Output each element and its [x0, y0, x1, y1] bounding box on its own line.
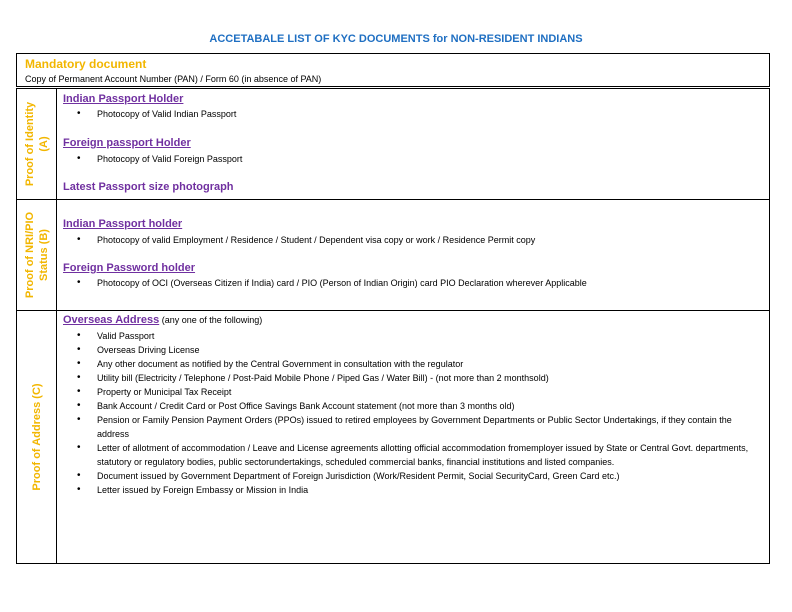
status-label-line1: Proof of NRI/PIO [23, 211, 36, 299]
address-label: Proof of Address (C) [30, 383, 43, 491]
address-heading: Overseas Address [63, 314, 160, 326]
mandatory-text: Copy of Permanent Account Number (PAN) / Form 60 (in absence of PAN) [25, 74, 322, 84]
list-item: • Bank Account / Credit Card or Post Office Savings Bank Account statement (not more than 3 months old) [63, 399, 763, 413]
address-heading-note: (any one of the following) [159, 315, 263, 325]
list-item: • Valid Passport [63, 329, 763, 343]
list-item: • Photocopy of Valid Indian Passport [63, 107, 763, 121]
status-label-cell [17, 200, 57, 310]
identity-row [17, 89, 769, 200]
list-item: • Property or Municipal Tax Receipt [63, 385, 763, 399]
status-label-line2: Status (B) [37, 229, 50, 281]
list-item: • Letter issued by Foreign Embassy or Mission in India [63, 483, 763, 497]
status-foreign-heading: Foreign Password holder [63, 262, 196, 274]
status-label [23, 212, 51, 298]
status-row [17, 200, 769, 311]
list-item: • Photocopy of Valid Foreign Passport [63, 152, 763, 166]
list-item: • Photocopy of valid Employment / Residence / Student / Dependent visa copy or work / Residence Permit copy [63, 233, 763, 247]
identity-label [23, 102, 51, 186]
status-indian-heading: Indian Passport holder [63, 218, 183, 230]
list-item: • Letter of allotment of accommodation / Leave and License agreements allotting official accommodation fromemployer issued by State or Central Govt. departments, statutory or regulatory bodies, public sectorundertakings, scheduled commercial banks, financial institutions and listed companies. [63, 441, 763, 469]
mandatory-heading: Mandatory document [25, 57, 147, 71]
status-foreign-list [63, 276, 763, 290]
kyc-table [16, 88, 770, 564]
identity-foreign-heading: Foreign passport Holder [63, 137, 191, 149]
identity-indian-list [63, 107, 763, 121]
list-item: • Overseas Driving License [63, 343, 763, 357]
document-title: ACCETABALE LIST OF KYC DOCUMENTS for NON-RESIDENT INDIANS [209, 33, 583, 45]
address-heading-wrap [63, 314, 262, 326]
address-row [17, 311, 769, 563]
identity-label-line2: (A) [37, 136, 50, 152]
list-item: • Document issued by Government Department of Foreign Jurisdiction (Work/Resident Permit, Social SecurityCard, Green Card etc.) [63, 469, 763, 483]
identity-label-cell [17, 89, 57, 199]
address-list [63, 329, 763, 497]
identity-photo-heading: Latest Passport size photograph [63, 181, 234, 193]
list-item: • Utility bill (Electricity / Telephone / Post-Paid Mobile Phone / Piped Gas / Water Bill) - (not more than 2 monthsold) [63, 371, 763, 385]
list-item: • Any other document as notified by the Central Government in consultation with the regulator [63, 357, 763, 371]
identity-foreign-list [63, 152, 763, 166]
mandatory-document-box [16, 53, 770, 87]
status-indian-list [63, 233, 763, 247]
identity-label-line1: Proof of Identity [23, 101, 36, 187]
list-item: • Photocopy of OCI (Overseas Citizen if India) card / PIO (Person of Indian Origin) card PIO Declaration wherever Applicable [63, 276, 763, 290]
address-label-cell [17, 311, 57, 563]
list-item: • Pension or Family Pension Payment Orders (PPOs) issued to retired employees by Government Departments or Public Sector Undertakings, if they contain the address [63, 413, 763, 441]
identity-indian-heading: Indian Passport Holder [63, 93, 184, 105]
